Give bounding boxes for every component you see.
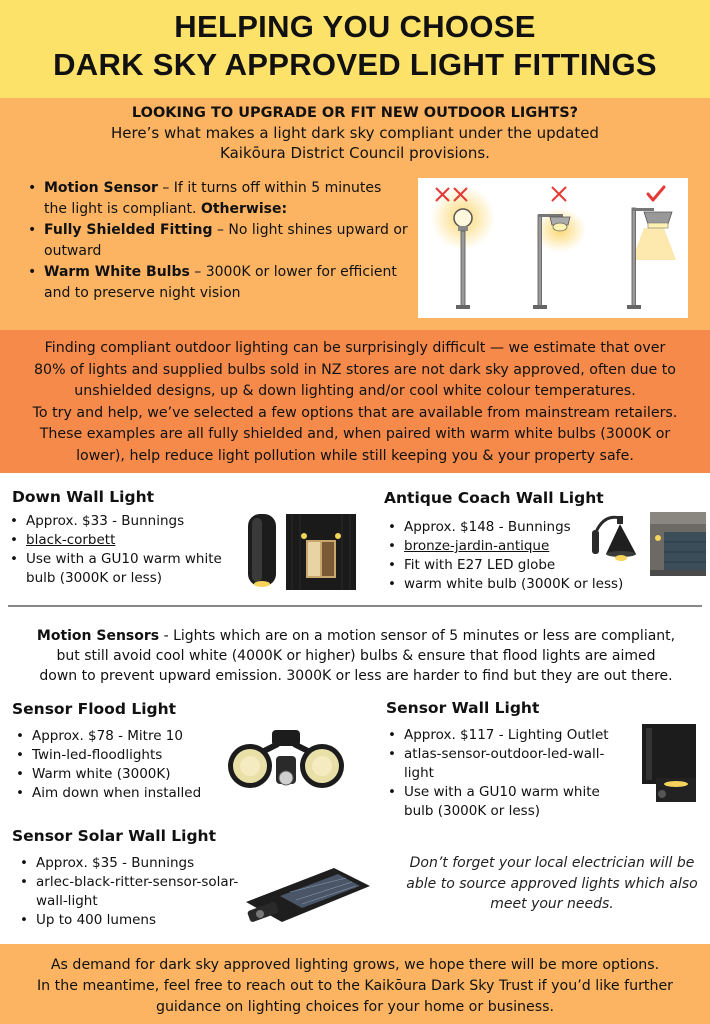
product-link-text[interactable]: black-corbett <box>26 532 116 548</box>
intro-subtitle-line1: Here’s what makes a light dark sky compliant under the updated <box>111 124 599 142</box>
product-link-text[interactable]: bronze-jardin-antique <box>404 538 550 554</box>
product-title-down-wall-light: Down Wall Light <box>12 488 155 506</box>
sensor-solar-wall-light-image <box>238 862 378 930</box>
product-detail: • Fit with E27 LED globe <box>386 556 676 575</box>
criteria-item <box>28 220 408 261</box>
check-icon <box>648 187 664 200</box>
unshielded-globe-lamp <box>431 186 495 309</box>
page-title-line2: DARK SKY APPROVED LIGHT FITTINGS <box>53 47 657 82</box>
product-detail: • Approx. $33 - Bunnings <box>8 512 248 531</box>
criteria-item <box>28 262 408 303</box>
partially-shielded-lamp <box>533 208 586 309</box>
intro-question: LOOKING TO UPGRADE OR FIT NEW OUTDOOR LIGHTS? <box>131 105 579 121</box>
criteria-term: Motion Sensor <box>44 180 158 196</box>
product-title-antique-coach: Antique Coach Wall Light <box>384 489 604 507</box>
product-detail: • Approx. $35 - Bunnings <box>18 854 268 873</box>
footer-section <box>0 944 710 1024</box>
sensor-flood-light-image <box>220 726 352 798</box>
product-title-sensor-flood: Sensor Flood Light <box>12 700 177 718</box>
notice-line: To try and help, we’ve selected a few options that are available from mainstream retailers. <box>32 404 678 421</box>
section-divider <box>8 605 702 607</box>
product-detail-text: wall-light <box>36 893 98 909</box>
antique-coach-light-image <box>586 510 646 576</box>
product-list-sensor-solar <box>18 854 268 930</box>
criteria-text: – If it turns off within 5 minutes the light is compliant. <box>44 180 382 217</box>
product-detail: • Use with a GU10 warm white <box>8 550 248 569</box>
note-line: meet your needs. <box>490 896 614 912</box>
electrician-note <box>396 853 708 915</box>
footer-line: As demand for dark sky approved lighting grows, we hope there will be more options. <box>50 957 660 973</box>
product-detail: • Warm white (3000K) <box>14 765 244 784</box>
sensor-wall-light-image <box>632 718 702 808</box>
cross-icon <box>552 187 566 201</box>
product-detail-text: light <box>404 765 434 781</box>
criteria-tail: Otherwise: <box>200 200 288 217</box>
notice-line: lower), help reduce light pollution while still keeping you & your property safe. <box>76 447 634 464</box>
notice-section <box>0 330 710 473</box>
product-detail: • Approx. $148 - Bunnings <box>386 518 676 537</box>
motion-line <box>6 626 706 646</box>
product-detail: • Approx. $78 - Mitre 10 <box>14 727 244 746</box>
notice-line: 80% of lights and supplied bulbs sold in NZ stores are not dark sky approved, often due to <box>34 361 676 378</box>
product-detail: • Twin-led-floodlights <box>14 746 244 765</box>
down-wall-light-image <box>242 510 282 590</box>
footer-line: In the meantime, feel free to reach out to the Kaikōura Dark Sky Trust if you’d like further <box>36 978 674 994</box>
product-list-sensor-wall <box>386 726 636 821</box>
product-title-sensor-wall: Sensor Wall Light <box>386 699 540 717</box>
product-link[interactable] <box>8 531 248 550</box>
product-detail-cont <box>386 802 636 821</box>
product-detail-cont <box>386 764 636 783</box>
product-detail: • Use with a GU10 warm white <box>386 783 636 802</box>
notice-line: unshielded designs, up & down lighting and/or cool white colour temperatures. <box>74 383 636 399</box>
intro-subtitle-line2: Kaikōura District Council provisions. <box>220 144 490 162</box>
product-detail: • warm white bulb (3000K or less) <box>386 575 676 594</box>
product-detail-text: bulb (3000K or less) <box>26 570 162 586</box>
criteria-text: – 3000K or lower for efficient and to preserve night vision <box>44 264 397 301</box>
product-detail: • Aim down when installed <box>14 784 244 803</box>
motion-line: but still avoid cool white (4000K or higher) bulbs & ensure that flood lights are aimed <box>56 648 656 664</box>
product-detail: • atlas-sensor-outdoor-led-wall- <box>386 745 636 764</box>
criteria-text: – No light shines upward or outward <box>44 222 408 259</box>
page-title-line1: HELPING YOU CHOOSE <box>174 9 536 44</box>
footer-line: guidance on lighting choices for your home or business. <box>155 999 555 1015</box>
product-detail: • Up to 400 lumens <box>18 911 268 930</box>
product-title-sensor-solar: Sensor Solar Wall Light <box>12 827 217 845</box>
product-detail: • arlec-black-ritter-sensor-solar- <box>18 873 268 892</box>
note-line: Don’t forget your local electrician will be <box>409 855 695 871</box>
criteria-term: Fully Shielded Fitting <box>44 222 213 238</box>
motion-sensors-paragraph <box>6 626 706 686</box>
lamp-comparison-illustration <box>418 178 688 318</box>
note-line: able to source approved lights which also <box>406 875 698 892</box>
notice-line: These examples are all fully shielded and, when paired with warm white bulbs (3000K or <box>39 426 671 442</box>
criteria-term: Warm White Bulbs <box>44 264 190 280</box>
notice-line: Finding compliant outdoor lighting can be surprisingly difficult — we estimate that over <box>44 340 666 356</box>
product-detail-cont <box>18 892 268 911</box>
product-list-down-wall-light <box>8 512 248 588</box>
motion-term: Motion Sensors <box>36 628 160 644</box>
criteria-item <box>28 178 408 219</box>
criteria-list <box>28 178 408 304</box>
motion-text: - Lights which are on a motion sensor of 5 minutes or less are compliant, <box>159 628 676 644</box>
product-detail: • Approx. $117 - Lighting Outlet <box>386 726 636 745</box>
product-detail-cont <box>8 569 248 588</box>
product-detail-text: bulb (3000K or less) <box>404 803 540 819</box>
fully-shielded-lamp <box>627 208 676 309</box>
down-wall-light-house-image <box>286 514 356 590</box>
motion-line: down to prevent upward emission. 3000K or less are harder to find but they are out there. <box>39 668 673 684</box>
page-header <box>0 0 710 98</box>
antique-coach-garage-image <box>650 512 706 576</box>
product-list-sensor-flood <box>14 727 244 803</box>
